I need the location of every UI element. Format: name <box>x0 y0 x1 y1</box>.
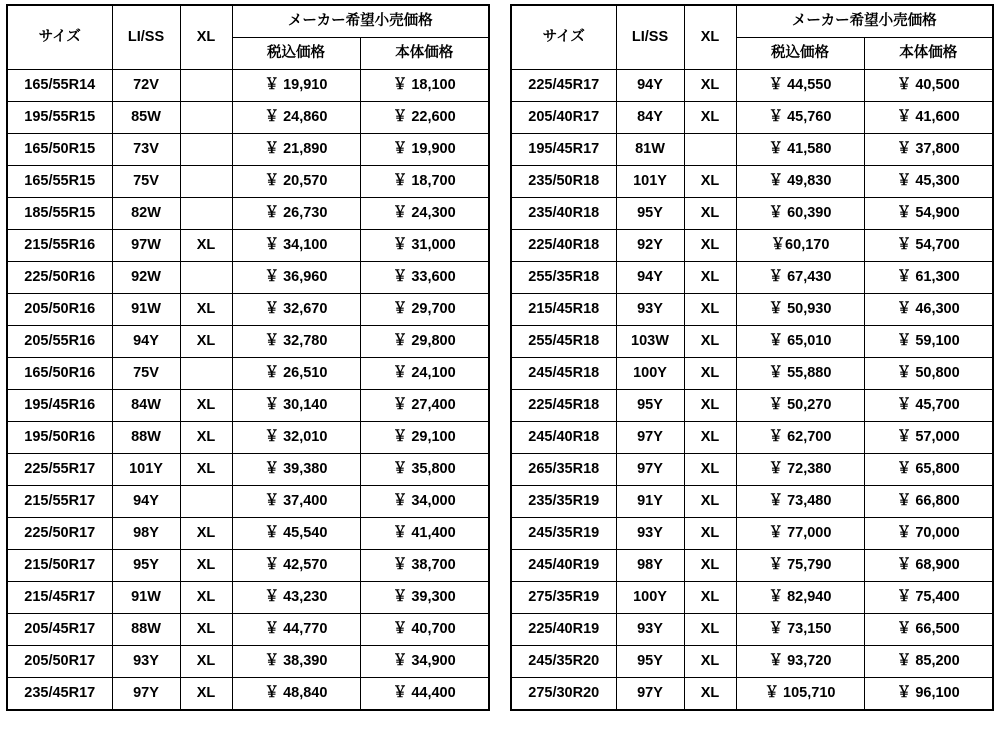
cell-size: 225/50R17 <box>7 518 112 550</box>
cell-li-ss: 84Y <box>616 102 684 134</box>
cell-li-ss: 88W <box>112 614 180 646</box>
cell-size: 245/35R19 <box>511 518 616 550</box>
cell-body-price: ￥ 61,300 <box>864 262 993 294</box>
cell-tax-included: ￥ 39,380 <box>232 454 360 486</box>
cell-body-price: ￥ 24,300 <box>360 198 489 230</box>
cell-tax-included: ￥ 73,480 <box>736 486 864 518</box>
cell-xl: XL <box>180 454 232 486</box>
cell-body-price: ￥ 22,600 <box>360 102 489 134</box>
table-row <box>7 422 489 454</box>
cell-body-price: ￥ 19,900 <box>360 134 489 166</box>
cell-size: 225/55R17 <box>7 454 112 486</box>
cell-size: 205/50R16 <box>7 294 112 326</box>
cell-body-price: ￥ 66,800 <box>864 486 993 518</box>
cell-size: 275/30R20 <box>511 678 616 711</box>
table-row <box>7 358 489 390</box>
cell-li-ss: 98Y <box>112 518 180 550</box>
cell-size: 225/40R18 <box>511 230 616 262</box>
cell-xl <box>180 198 232 230</box>
cell-tax-included: ￥ 82,940 <box>736 582 864 614</box>
table-row <box>511 390 993 422</box>
cell-size: 205/40R17 <box>511 102 616 134</box>
cell-li-ss: 97W <box>112 230 180 262</box>
table-body-right <box>511 70 993 711</box>
cell-size: 195/55R15 <box>7 102 112 134</box>
cell-size: 215/45R17 <box>7 582 112 614</box>
table-row <box>511 550 993 582</box>
cell-xl: XL <box>684 358 736 390</box>
cell-tax-included: ￥ 32,670 <box>232 294 360 326</box>
table-row <box>511 326 993 358</box>
cell-body-price: ￥ 65,800 <box>864 454 993 486</box>
cell-li-ss: 91W <box>112 294 180 326</box>
cell-size: 185/55R15 <box>7 198 112 230</box>
cell-li-ss: 95Y <box>616 646 684 678</box>
table-row <box>7 678 489 711</box>
table-row <box>7 294 489 326</box>
cell-tax-included: ￥ 44,550 <box>736 70 864 102</box>
cell-size: 235/35R19 <box>511 486 616 518</box>
cell-tax-included: ￥ 49,830 <box>736 166 864 198</box>
cell-tax-included: ￥ 105,710 <box>736 678 864 711</box>
cell-li-ss: 81W <box>616 134 684 166</box>
cell-xl: XL <box>180 614 232 646</box>
cell-li-ss: 93Y <box>616 294 684 326</box>
cell-tax-included: ￥ 72,380 <box>736 454 864 486</box>
cell-xl: XL <box>180 326 232 358</box>
cell-body-price: ￥ 40,700 <box>360 614 489 646</box>
header-msrp: メーカー希望小売価格 <box>232 5 489 38</box>
cell-tax-included: ￥ 93,720 <box>736 646 864 678</box>
header-row-main <box>7 5 489 38</box>
cell-size: 195/50R16 <box>7 422 112 454</box>
price-table-right <box>510 4 994 711</box>
cell-li-ss: 97Y <box>112 678 180 711</box>
cell-xl <box>180 358 232 390</box>
cell-xl: XL <box>684 102 736 134</box>
cell-li-ss: 95Y <box>616 198 684 230</box>
header-tax-included: 税込価格 <box>232 38 360 70</box>
cell-li-ss: 93Y <box>616 614 684 646</box>
cell-li-ss: 94Y <box>112 486 180 518</box>
cell-size: 165/50R15 <box>7 134 112 166</box>
header-size: サイズ <box>511 5 616 70</box>
cell-li-ss: 75V <box>112 358 180 390</box>
cell-xl: XL <box>684 454 736 486</box>
cell-body-price: ￥ 34,000 <box>360 486 489 518</box>
cell-li-ss: 82W <box>112 198 180 230</box>
header-body-price: 本体価格 <box>360 38 489 70</box>
cell-size: 225/45R17 <box>511 70 616 102</box>
cell-body-price: ￥ 18,100 <box>360 70 489 102</box>
cell-xl: XL <box>684 646 736 678</box>
cell-tax-included: ￥ 62,700 <box>736 422 864 454</box>
cell-tax-included: ￥ 42,570 <box>232 550 360 582</box>
cell-size: 255/45R18 <box>511 326 616 358</box>
table-body-left <box>7 70 489 711</box>
cell-body-price: ￥ 68,900 <box>864 550 993 582</box>
cell-xl: XL <box>180 646 232 678</box>
cell-xl: XL <box>180 390 232 422</box>
cell-li-ss: 88W <box>112 422 180 454</box>
table-row <box>7 582 489 614</box>
cell-li-ss: 91Y <box>616 486 684 518</box>
cell-size: 195/45R17 <box>511 134 616 166</box>
cell-tax-included: ￥ 38,390 <box>232 646 360 678</box>
cell-li-ss: 93Y <box>112 646 180 678</box>
table-row <box>511 262 993 294</box>
cell-li-ss: 103W <box>616 326 684 358</box>
cell-size: 245/40R19 <box>511 550 616 582</box>
table-row <box>511 134 993 166</box>
table-row <box>511 486 993 518</box>
cell-tax-included: ￥60,170 <box>736 230 864 262</box>
cell-li-ss: 93Y <box>616 518 684 550</box>
table-row <box>511 518 993 550</box>
cell-body-price: ￥ 66,500 <box>864 614 993 646</box>
table-row <box>7 198 489 230</box>
cell-tax-included: ￥ 36,960 <box>232 262 360 294</box>
cell-size: 225/45R18 <box>511 390 616 422</box>
cell-xl: XL <box>180 294 232 326</box>
cell-body-price: ￥ 29,800 <box>360 326 489 358</box>
cell-li-ss: 101Y <box>112 454 180 486</box>
cell-body-price: ￥ 45,700 <box>864 390 993 422</box>
table-row <box>511 294 993 326</box>
cell-tax-included: ￥ 50,930 <box>736 294 864 326</box>
cell-xl <box>684 134 736 166</box>
cell-tax-included: ￥ 55,880 <box>736 358 864 390</box>
cell-size: 265/35R18 <box>511 454 616 486</box>
cell-li-ss: 72V <box>112 70 180 102</box>
cell-body-price: ￥ 54,700 <box>864 230 993 262</box>
cell-tax-included: ￥ 44,770 <box>232 614 360 646</box>
cell-tax-included: ￥ 34,100 <box>232 230 360 262</box>
cell-tax-included: ￥ 26,730 <box>232 198 360 230</box>
cell-xl: XL <box>684 422 736 454</box>
cell-size: 205/55R16 <box>7 326 112 358</box>
cell-tax-included: ￥ 67,430 <box>736 262 864 294</box>
cell-li-ss: 94Y <box>616 262 684 294</box>
cell-body-price: ￥ 38,700 <box>360 550 489 582</box>
table-header-right <box>511 5 993 70</box>
cell-tax-included: ￥ 77,000 <box>736 518 864 550</box>
table-row <box>7 614 489 646</box>
header-body-price: 本体価格 <box>864 38 993 70</box>
cell-li-ss: 95Y <box>112 550 180 582</box>
table-row <box>511 358 993 390</box>
cell-size: 165/50R16 <box>7 358 112 390</box>
cell-tax-included: ￥ 21,890 <box>232 134 360 166</box>
table-row <box>511 646 993 678</box>
cell-tax-included: ￥ 45,540 <box>232 518 360 550</box>
table-row <box>7 454 489 486</box>
cell-body-price: ￥ 85,200 <box>864 646 993 678</box>
cell-xl: XL <box>684 326 736 358</box>
cell-size: 235/45R17 <box>7 678 112 711</box>
table-row <box>511 678 993 711</box>
cell-size: 275/35R19 <box>511 582 616 614</box>
table-row <box>7 70 489 102</box>
cell-size: 215/45R18 <box>511 294 616 326</box>
cell-xl: XL <box>684 262 736 294</box>
cell-size: 225/50R16 <box>7 262 112 294</box>
cell-tax-included: ￥ 60,390 <box>736 198 864 230</box>
table-row <box>7 550 489 582</box>
cell-size: 205/50R17 <box>7 646 112 678</box>
cell-xl: XL <box>180 422 232 454</box>
cell-xl: XL <box>684 230 736 262</box>
cell-xl: XL <box>180 230 232 262</box>
cell-xl: XL <box>684 294 736 326</box>
cell-li-ss: 94Y <box>112 326 180 358</box>
cell-size: 245/40R18 <box>511 422 616 454</box>
header-xl: XL <box>684 5 736 70</box>
cell-xl: XL <box>684 166 736 198</box>
table-row <box>511 70 993 102</box>
cell-size: 255/35R18 <box>511 262 616 294</box>
cell-body-price: ￥ 24,100 <box>360 358 489 390</box>
cell-size: 225/40R19 <box>511 614 616 646</box>
cell-body-price: ￥ 70,000 <box>864 518 993 550</box>
cell-li-ss: 75V <box>112 166 180 198</box>
cell-xl: XL <box>684 198 736 230</box>
cell-xl <box>180 70 232 102</box>
header-tax-included: 税込価格 <box>736 38 864 70</box>
cell-size: 195/45R16 <box>7 390 112 422</box>
cell-size: 245/45R18 <box>511 358 616 390</box>
cell-body-price: ￥ 41,600 <box>864 102 993 134</box>
cell-tax-included: ￥ 75,790 <box>736 550 864 582</box>
cell-tax-included: ￥ 20,570 <box>232 166 360 198</box>
cell-body-price: ￥ 44,400 <box>360 678 489 711</box>
cell-li-ss: 95Y <box>616 390 684 422</box>
cell-xl: XL <box>684 70 736 102</box>
table-row <box>7 102 489 134</box>
cell-li-ss: 100Y <box>616 582 684 614</box>
header-li-ss: LI/SS <box>616 5 684 70</box>
cell-li-ss: 97Y <box>616 678 684 711</box>
cell-tax-included: ￥ 65,010 <box>736 326 864 358</box>
table-row <box>511 198 993 230</box>
cell-body-price: ￥ 29,700 <box>360 294 489 326</box>
table-row <box>511 102 993 134</box>
cell-li-ss: 94Y <box>616 70 684 102</box>
cell-body-price: ￥ 46,300 <box>864 294 993 326</box>
cell-xl: XL <box>684 486 736 518</box>
cell-xl <box>180 486 232 518</box>
cell-body-price: ￥ 75,400 <box>864 582 993 614</box>
header-size: サイズ <box>7 5 112 70</box>
header-xl: XL <box>180 5 232 70</box>
cell-size: 165/55R14 <box>7 70 112 102</box>
cell-body-price: ￥ 59,100 <box>864 326 993 358</box>
cell-li-ss: 73V <box>112 134 180 166</box>
cell-li-ss: 97Y <box>616 454 684 486</box>
cell-tax-included: ￥ 30,140 <box>232 390 360 422</box>
cell-xl <box>180 102 232 134</box>
cell-tax-included: ￥ 41,580 <box>736 134 864 166</box>
cell-xl <box>180 134 232 166</box>
table-row <box>7 518 489 550</box>
cell-size: 205/45R17 <box>7 614 112 646</box>
cell-xl <box>180 262 232 294</box>
cell-li-ss: 91W <box>112 582 180 614</box>
table-row <box>7 230 489 262</box>
cell-body-price: ￥ 33,600 <box>360 262 489 294</box>
cell-tax-included: ￥ 24,860 <box>232 102 360 134</box>
cell-body-price: ￥ 50,800 <box>864 358 993 390</box>
cell-body-price: ￥ 18,700 <box>360 166 489 198</box>
cell-size: 215/55R16 <box>7 230 112 262</box>
table-row <box>511 454 993 486</box>
cell-li-ss: 98Y <box>616 550 684 582</box>
cell-body-price: ￥ 45,300 <box>864 166 993 198</box>
cell-xl: XL <box>180 582 232 614</box>
cell-li-ss: 85W <box>112 102 180 134</box>
cell-tax-included: ￥ 45,760 <box>736 102 864 134</box>
cell-xl: XL <box>684 550 736 582</box>
cell-xl: XL <box>684 582 736 614</box>
table-row <box>7 326 489 358</box>
cell-body-price: ￥ 31,000 <box>360 230 489 262</box>
table-row <box>7 262 489 294</box>
cell-li-ss: 92W <box>112 262 180 294</box>
cell-li-ss: 101Y <box>616 166 684 198</box>
table-row <box>511 166 993 198</box>
cell-tax-included: ￥ 73,150 <box>736 614 864 646</box>
price-table-left <box>6 4 490 711</box>
header-msrp: メーカー希望小売価格 <box>736 5 993 38</box>
table-row <box>511 230 993 262</box>
cell-xl: XL <box>180 550 232 582</box>
cell-tax-included: ￥ 32,780 <box>232 326 360 358</box>
header-li-ss: LI/SS <box>112 5 180 70</box>
cell-xl: XL <box>684 390 736 422</box>
table-row <box>511 614 993 646</box>
cell-xl: XL <box>180 678 232 711</box>
cell-xl: XL <box>684 518 736 550</box>
cell-li-ss: 97Y <box>616 422 684 454</box>
cell-body-price: ￥ 39,300 <box>360 582 489 614</box>
table-row <box>511 422 993 454</box>
cell-xl: XL <box>180 518 232 550</box>
table-row <box>511 582 993 614</box>
cell-body-price: ￥ 57,000 <box>864 422 993 454</box>
cell-body-price: ￥ 34,900 <box>360 646 489 678</box>
cell-li-ss: 84W <box>112 390 180 422</box>
cell-size: 215/50R17 <box>7 550 112 582</box>
table-row <box>7 486 489 518</box>
cell-li-ss: 100Y <box>616 358 684 390</box>
cell-body-price: ￥ 96,100 <box>864 678 993 711</box>
header-row-main <box>511 5 993 38</box>
cell-body-price: ￥ 35,800 <box>360 454 489 486</box>
cell-tax-included: ￥ 19,910 <box>232 70 360 102</box>
table-row <box>7 134 489 166</box>
cell-size: 245/35R20 <box>511 646 616 678</box>
table-row <box>7 166 489 198</box>
cell-body-price: ￥ 37,800 <box>864 134 993 166</box>
cell-body-price: ￥ 27,400 <box>360 390 489 422</box>
cell-tax-included: ￥ 32,010 <box>232 422 360 454</box>
cell-xl: XL <box>684 614 736 646</box>
cell-size: 165/55R15 <box>7 166 112 198</box>
cell-tax-included: ￥ 48,840 <box>232 678 360 711</box>
cell-body-price: ￥ 41,400 <box>360 518 489 550</box>
table-row <box>7 390 489 422</box>
cell-size: 235/40R18 <box>511 198 616 230</box>
cell-tax-included: ￥ 26,510 <box>232 358 360 390</box>
cell-size: 215/55R17 <box>7 486 112 518</box>
cell-li-ss: 92Y <box>616 230 684 262</box>
cell-xl <box>180 166 232 198</box>
cell-tax-included: ￥ 43,230 <box>232 582 360 614</box>
cell-tax-included: ￥ 37,400 <box>232 486 360 518</box>
cell-body-price: ￥ 29,100 <box>360 422 489 454</box>
cell-xl: XL <box>684 678 736 711</box>
cell-body-price: ￥ 54,900 <box>864 198 993 230</box>
cell-tax-included: ￥ 50,270 <box>736 390 864 422</box>
table-header-left <box>7 5 489 70</box>
cell-body-price: ￥ 40,500 <box>864 70 993 102</box>
cell-size: 235/50R18 <box>511 166 616 198</box>
table-row <box>7 646 489 678</box>
